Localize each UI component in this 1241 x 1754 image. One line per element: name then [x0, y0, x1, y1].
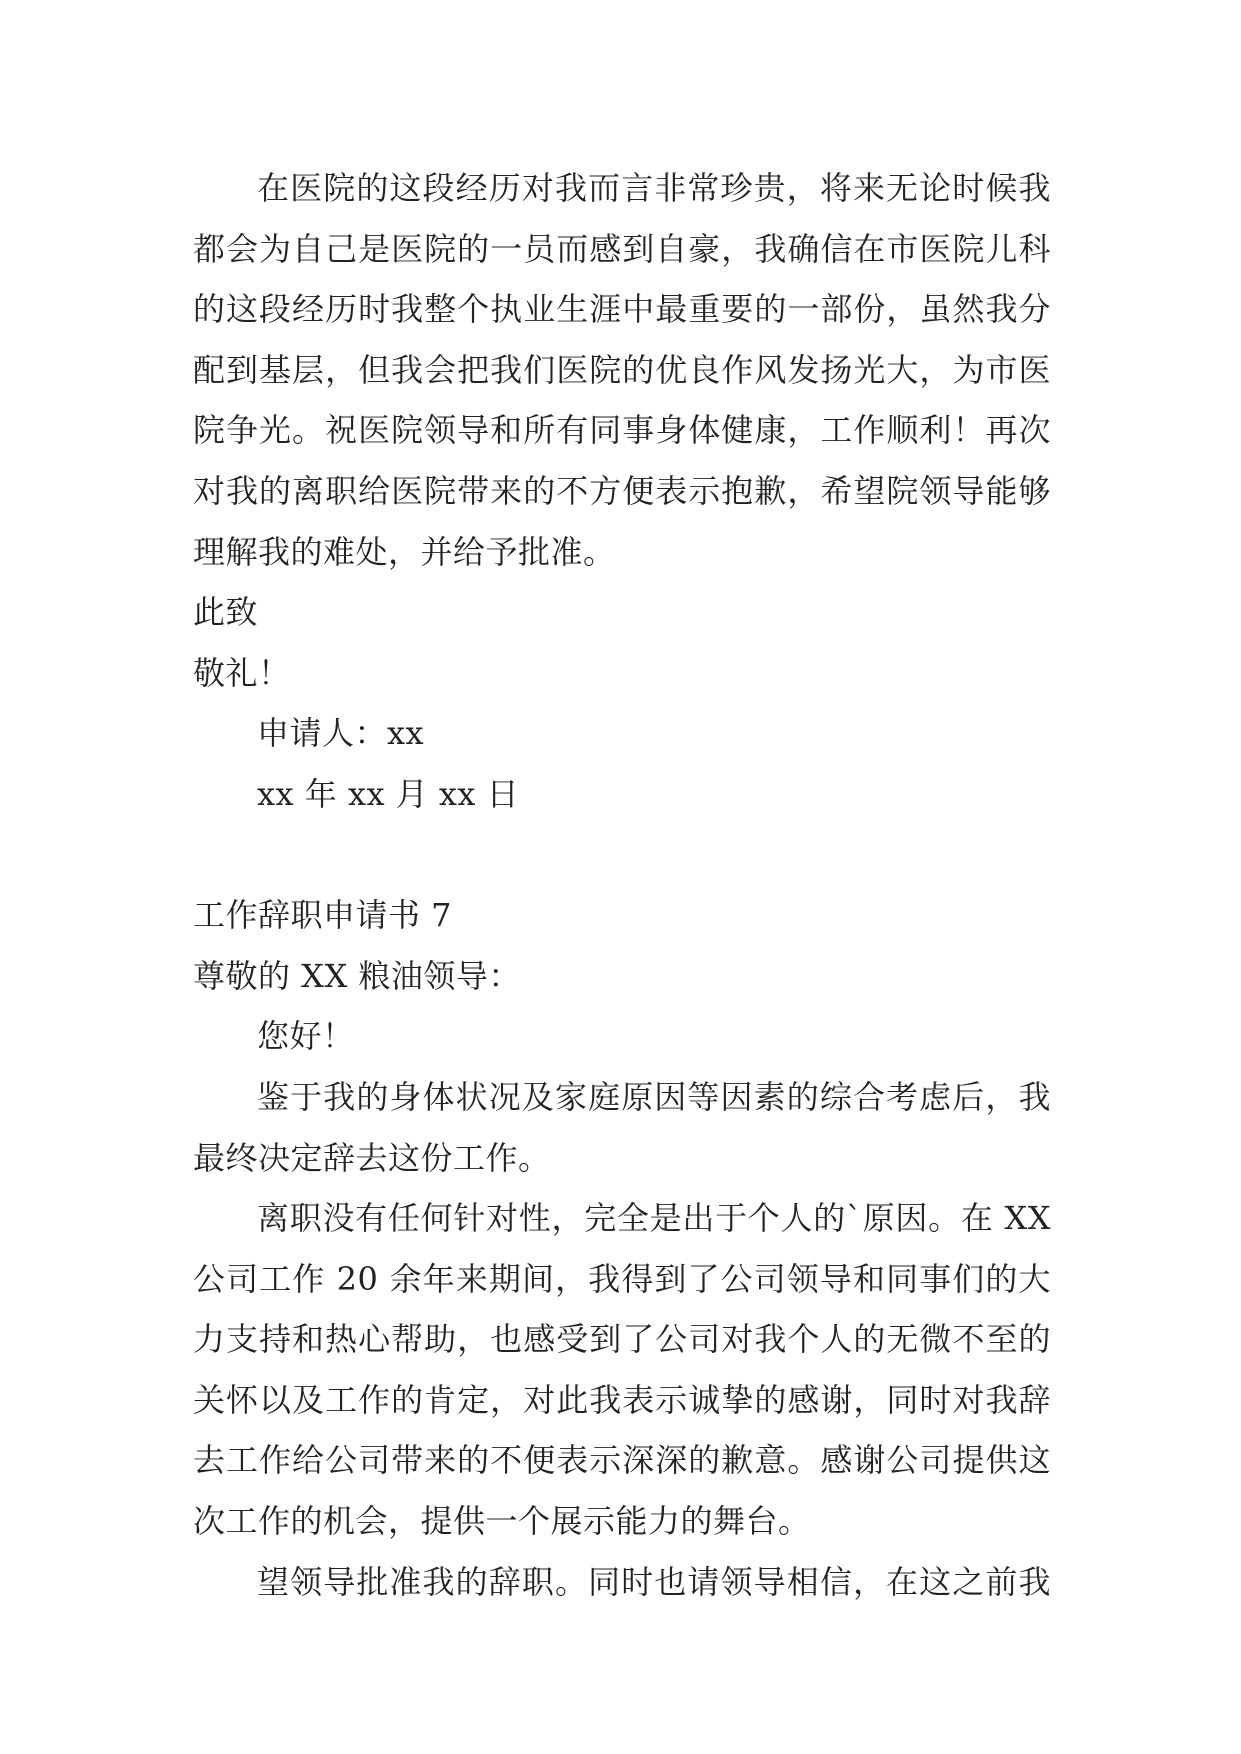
- text-line: 都会为自己是医院的一员而感到自豪，我确信在市医院儿科: [193, 229, 1051, 268]
- closing-line-1: 此致: [193, 593, 259, 632]
- text-line: 配到基层，但我会把我们医院的优良作风发扬光大，为市医: [193, 350, 1051, 389]
- text-line: 力支持和热心帮助，也感受到了公司对我个人的无微不至的: [193, 1320, 1051, 1359]
- text-line: 鉴于我的身体状况及家庭原因等因素的综合考虑后，我: [257, 1077, 1051, 1116]
- salutation: 尊敬的 XX 粮油领导：: [193, 956, 521, 995]
- paragraph-hospital-experience: [193, 158, 1051, 582]
- text-line: 公司工作 20 余年来期间，我得到了公司领导和同事们的大: [193, 1259, 1051, 1298]
- text-line: 次工作的机会，提供一个展示能力的舞台。: [193, 1502, 811, 1541]
- text-line: 关怀以及工作的肯定，对此我表示诚挚的感谢，同时对我辞: [193, 1380, 1051, 1419]
- greeting: 您好！: [257, 1017, 355, 1056]
- document-body: [193, 158, 1051, 1612]
- text-line: 院争光。祝医院领导和所有同事身体健康，工作顺利！再次: [193, 411, 1051, 450]
- text-line: 望领导批准我的辞职。同时也请领导相信，在这之前我: [257, 1562, 1051, 1601]
- text-line: 在医院的这段经历对我而言非常珍贵，将来无论时候我: [257, 169, 1051, 207]
- text-line: 最终决定辞去这份工作。: [193, 1138, 551, 1177]
- paragraph-resignation-decision: [193, 1067, 1051, 1188]
- text-line: 的这段经历时我整个执业生涯中最重要的一部份，虽然我分: [193, 290, 1051, 329]
- paragraph-request-approval: [193, 1552, 1051, 1613]
- section-spacer: [193, 825, 1051, 886]
- text-line: 理解我的难处，并给予批准。: [193, 532, 616, 571]
- paragraph-gratitude: [193, 1188, 1051, 1552]
- text-line: 对我的离职给医院带来的不方便表示抱歉，希望院领导能够: [193, 471, 1051, 510]
- closing-line-2: 敬礼！: [193, 653, 291, 692]
- text-line: 离职没有任何针对性，完全是出于个人的`原因。在 XX: [257, 1199, 1051, 1238]
- text-line: 去工作给公司带来的不便表示深深的歉意。感谢公司提供这: [193, 1441, 1051, 1480]
- signature-date: xx 年 xx 月 xx 日: [257, 774, 520, 813]
- applicant-signature: 申请人：xx: [257, 714, 425, 753]
- section-title: 工作辞职申请书 7: [193, 896, 453, 935]
